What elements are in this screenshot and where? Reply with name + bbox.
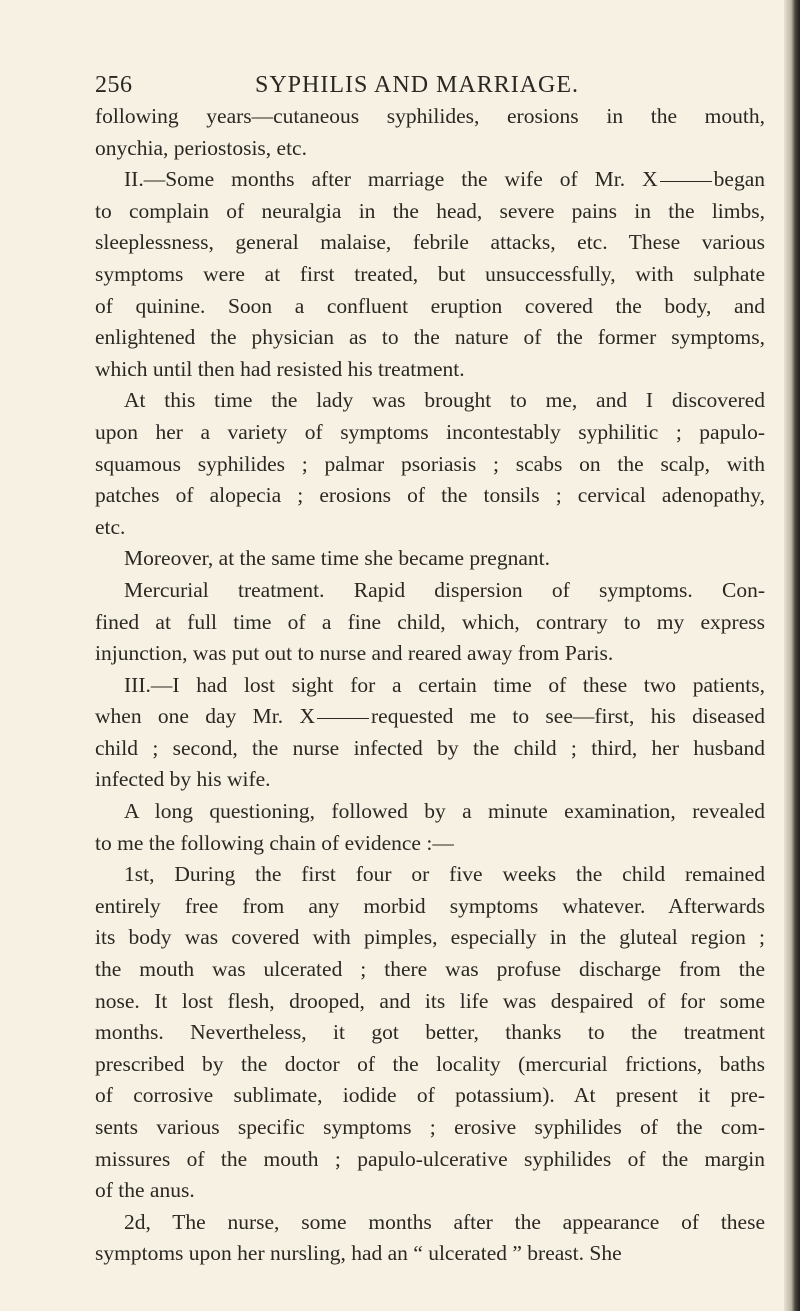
text-line: infected by his wife. (95, 767, 271, 792)
text-line: 1st, During the first four or five weeks the child remained (124, 862, 765, 887)
text-line: sleeplessness, general malaise, febrile attacks, etc. These various (95, 230, 765, 255)
name-blank-dash (317, 718, 369, 720)
text-line: of corrosive sublimate, iodide of potassium). At present it pre- (95, 1083, 765, 1108)
text-line: nose. It lost flesh, drooped, and its life was despaired of for some (95, 988, 765, 1013)
text-line: which until then had resisted his treatment. (95, 356, 465, 381)
text-line: child ; second, the nurse infected by the child ; third, her husband (95, 735, 765, 760)
text-line: 2d, The nurse, some months after the appearance of these (124, 1209, 765, 1234)
text-line: months. Nevertheless, it got better, thanks to the treatment (95, 1020, 765, 1045)
text-line: symptoms upon her nursling, had an “ ulcerated ” breast. She (95, 1241, 622, 1266)
text-line: missures of the mouth ; papulo-ulcerative syphilides of the margin (95, 1146, 765, 1171)
text-line: entirely free from any morbid symptoms whatever. Afterwards (95, 893, 765, 918)
text-line: the mouth was ulcerated ; there was profuse discharge from the (95, 957, 765, 982)
body-text (95, 101, 765, 1270)
text-line: fined at full time of a fine child, which, contrary to my express (95, 609, 765, 634)
page-edge-shadow (784, 0, 800, 1311)
text-line: following years—cutaneous syphilides, erosions in the mouth, (95, 104, 765, 128)
text-line: upon her a variety of symptoms incontestably syphilitic ; papulo- (95, 419, 765, 444)
text-line: its body was covered with pimples, especially in the gluteal region ; (95, 925, 765, 950)
text-line: to complain of neuralgia in the head, severe pains in the limbs, (95, 198, 765, 223)
text-line: patches of alopecia ; erosions of the tonsils ; cervical adenopathy, (95, 483, 765, 508)
text-line: of the anus. (95, 1178, 195, 1203)
text-line: when one day Mr. X requested me to see—first, his diseased (95, 704, 765, 729)
text-line: injunction, was put out to nurse and reared away from Paris. (95, 641, 614, 666)
text-line: to me the following chain of evidence :— (95, 830, 454, 855)
text-line: etc. (95, 514, 126, 539)
text-line: Moreover, at the same time she became pregnant. (124, 546, 550, 571)
text-line: of quinine. Soon a confluent eruption covered the body, and (95, 293, 765, 318)
text-line: II.—Some months after marriage the wife of Mr. X began (124, 167, 765, 192)
text-line: sents various specific symptoms ; erosive syphilides of the com- (95, 1115, 765, 1139)
text-line: onychia, periostosis, etc. (95, 135, 307, 160)
text-line: A long questioning, followed by a minute examination, revealed (124, 799, 765, 824)
text-line: enlightened the physician as to the nature of the former symptoms, (95, 325, 765, 350)
text-line: squamous syphilides ; palmar psoriasis ; scabs on the scalp, with (95, 451, 765, 476)
text-line: prescribed by the doctor of the locality (mercurial frictions, baths (95, 1051, 765, 1076)
name-blank-dash (660, 181, 712, 183)
text-line: At this time the lady was brought to me, and I discovered (124, 388, 765, 413)
text-line: symptoms were at first treated, but unsuccessfully, with sulphate (95, 261, 765, 286)
text-line: Mercurial treatment. Rapid dispersion of symptoms. Con- (124, 577, 765, 602)
page-number: 256 (95, 72, 133, 98)
running-title: SYPHILIS AND MARRIAGE. (255, 72, 580, 98)
text-line: III.—I had lost sight for a certain time of these two patients, (124, 672, 765, 697)
